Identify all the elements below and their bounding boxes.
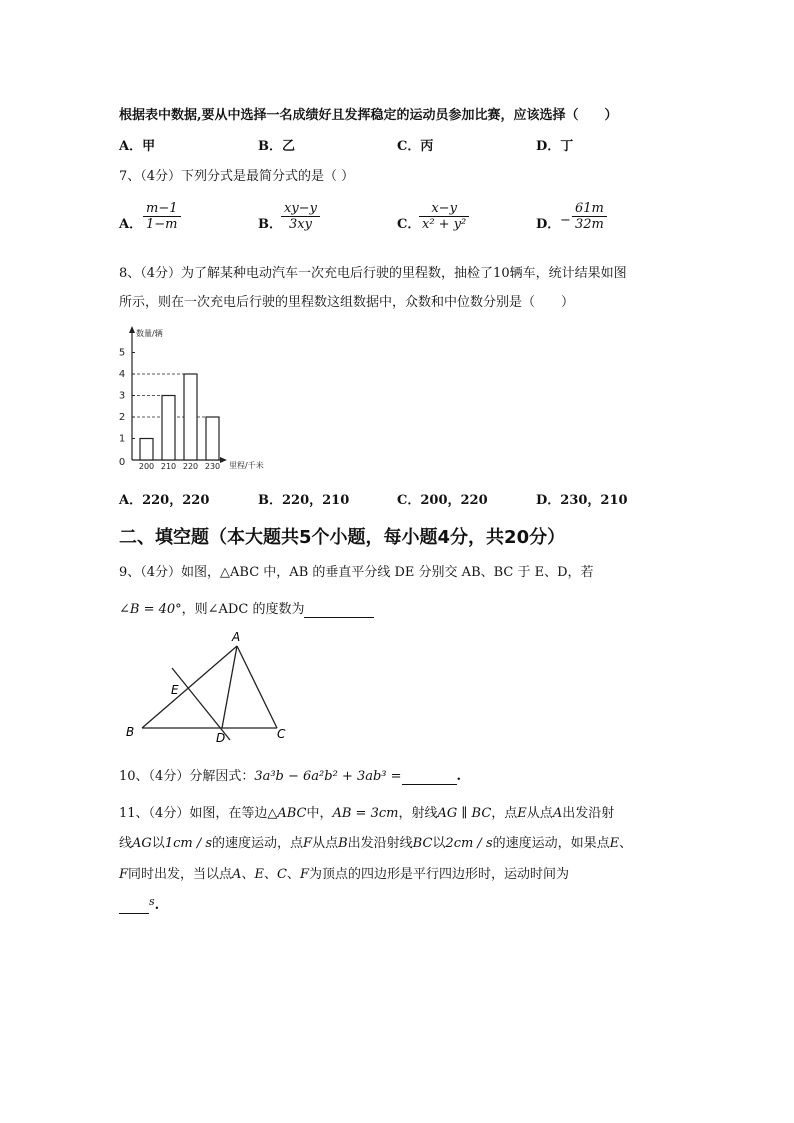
q8-option-a[interactable]: A．220，220 (119, 493, 210, 508)
chart-x-axis-arrow (220, 457, 227, 463)
vertex-label-c: C (277, 727, 286, 741)
q6-option-d[interactable]: D．丁 (536, 139, 574, 154)
chart-y-tick-label: 0 (118, 457, 126, 468)
q7-option-c-denominator: x² + y² (419, 216, 469, 232)
q7-option-a-fraction (143, 201, 181, 232)
q7-option-a-denominator: 1−m (143, 216, 181, 232)
q11-math: AG (132, 836, 152, 851)
chart-y-tick-label: 4 (118, 369, 126, 380)
q11-math: AB = 3cm (332, 806, 399, 821)
q11-math: F (119, 867, 129, 882)
q6-option-b[interactable]: B．乙 (258, 139, 295, 154)
chart-x-tick-label: 220 (182, 462, 199, 471)
q8-bar-chart (112, 325, 292, 475)
q10-answer-blank[interactable] (402, 769, 457, 785)
q11-math: C (276, 867, 287, 882)
q11-text: ，点 (491, 806, 518, 821)
q7-option-c-label[interactable]: C． (397, 217, 421, 232)
q11-math: 2cm / s (445, 836, 493, 851)
q7-option-a-numerator: m−1 (146, 201, 178, 216)
q7-option-b-fraction (281, 201, 320, 232)
q7-option-c-fraction (419, 201, 469, 232)
q8-line1: 8、（4分）为了解某种电动汽车一次充电后行驶的里程数，抽检了10辆车，统计结果如图 (119, 266, 627, 281)
chart-x-tick-label: 200 (138, 462, 155, 471)
q7-option-d-numerator: 61m (575, 201, 604, 216)
q11-text: 出发沿射线 (347, 836, 413, 851)
q11-text: 以 (151, 836, 165, 851)
chart-x-tick-label: 230 (204, 462, 221, 471)
q9-line1: 9、（4分）如图，△ABC 中，AB 的垂直平分线 DE 分别交 AB、BC 于 E、D，若 (119, 565, 594, 580)
q11-math: F (299, 867, 309, 882)
q11-text: 线 (119, 836, 133, 851)
q10-suffix: . (456, 769, 462, 784)
q11-text: 从点 (526, 806, 553, 821)
chart-y-tick-label: 2 (118, 412, 126, 423)
q11-math: AG ∥ BC (437, 806, 492, 821)
q11-end: . (154, 898, 160, 913)
q7-option-d-fraction (572, 201, 607, 232)
q11-unit: s (149, 895, 155, 908)
chart-y-tick-label: 3 (118, 390, 126, 402)
q11-text: ，射线 (398, 806, 438, 821)
q11-text: 、 (619, 836, 633, 851)
q7-option-d-denominator: 32m (572, 216, 607, 232)
q6-tail-text: 根据表中数据,要从中选择一名成绩好且发挥稳定的运动员参加比赛，应该选择（ ） (119, 108, 618, 123)
q11-math: B (338, 836, 348, 851)
chart-x-tick-label: 210 (160, 462, 177, 471)
q11-math: BC (412, 836, 433, 851)
q7-option-b-denominator: 3xy (281, 216, 320, 232)
q11-math: E (517, 806, 527, 821)
q8-option-b[interactable]: B．220，210 (258, 493, 350, 508)
q6-option-c[interactable]: C．丙 (397, 139, 434, 154)
chart-y-axis-label: 数量/辆 (136, 329, 163, 338)
chart-y-tick-label: 5 (118, 347, 126, 359)
q10-line (119, 765, 461, 785)
section-2-heading: 二、填空题（本大题共5个小题，每小题4分，共20分） (119, 527, 566, 548)
q11-math: A (232, 867, 242, 882)
q8-option-d[interactable]: D．230，210 (536, 493, 628, 508)
chart-bar-230 (206, 417, 219, 460)
chart-y-tick-label: 1 (118, 433, 126, 445)
q6-option-a[interactable]: A．甲 (119, 139, 156, 154)
q11-line4 (119, 895, 159, 914)
q9-angle-given: ∠B = 40° (119, 602, 182, 617)
q11-text: 的速度运动，点 (212, 836, 304, 851)
vertex-label-a: A (232, 630, 241, 644)
q7-option-b-label[interactable]: B． (258, 217, 282, 232)
q11-text: 、 (286, 867, 300, 882)
q9-question-text: ，则∠ADC 的度数为 (181, 602, 305, 617)
q9-triangle-figure (120, 628, 320, 743)
q11-text: 同时出发，当以点 (128, 867, 233, 882)
q7-stem: 7、（4分）下列分式是最简分式的是（ ） (119, 169, 355, 184)
perpendicular-bisector-de (172, 668, 230, 740)
q9-answer-blank[interactable] (304, 602, 374, 618)
chart-y-axis-arrow (129, 326, 135, 333)
q7-option-d-sign: − (560, 213, 571, 228)
q11-answer-blank[interactable] (119, 898, 149, 914)
chart-bar-220 (184, 374, 197, 460)
point-label-e: E (171, 683, 179, 697)
q11-text: 中， (306, 806, 333, 821)
q7-option-c-numerator: x−y (431, 201, 457, 216)
q7-option-d-label[interactable]: D． (536, 217, 561, 232)
q8-option-c[interactable]: C．200，220 (397, 493, 488, 508)
point-label-d: D (216, 731, 226, 743)
q11-math: 1cm / s (164, 836, 213, 851)
q11-text: 以 (432, 836, 446, 851)
q8-line2: 所示，则在一次充电后行驶的里程数这组数据中，众数和中位数分别是（ ） (119, 295, 575, 310)
q11-text: 出发沿射 (562, 806, 615, 821)
q11-text: 11、（4分）如图，在等边 (119, 806, 268, 821)
q11-line1 (119, 802, 614, 821)
q10-prefix: 10、（4分）分解因式： (119, 769, 255, 784)
q11-line3 (119, 863, 569, 882)
triangle-side-ab (142, 646, 237, 728)
q11-line2 (119, 832, 632, 851)
q11-text: 、 (241, 867, 255, 882)
q7-option-a-label[interactable]: A． (119, 217, 143, 232)
q11-math: E (609, 836, 620, 851)
q11-text: 、 (263, 867, 277, 882)
q10-expression: 3a³b − 6a²b² + 3ab³ = (254, 769, 402, 784)
q11-text: 从点 (312, 836, 339, 851)
q11-math: △ABC (267, 806, 307, 821)
q9-line2 (119, 598, 374, 618)
chart-bar-210 (162, 396, 175, 461)
q7-option-b-numerator: xy−y (284, 201, 317, 216)
triangle-side-ac (237, 646, 277, 728)
vertex-label-b: B (126, 725, 135, 739)
chart-x-axis-label: 里程/千米 (229, 461, 264, 470)
chart-bar-200 (140, 439, 153, 461)
q11-math: E (254, 867, 264, 882)
segment-ad (222, 646, 237, 728)
q11-text: 为顶点的四边形是平行四边形时，运动时间为 (308, 867, 569, 882)
q11-math: A (552, 806, 563, 821)
q11-text: 的速度运动，如果点 (492, 836, 610, 851)
q11-math: F (303, 836, 313, 851)
